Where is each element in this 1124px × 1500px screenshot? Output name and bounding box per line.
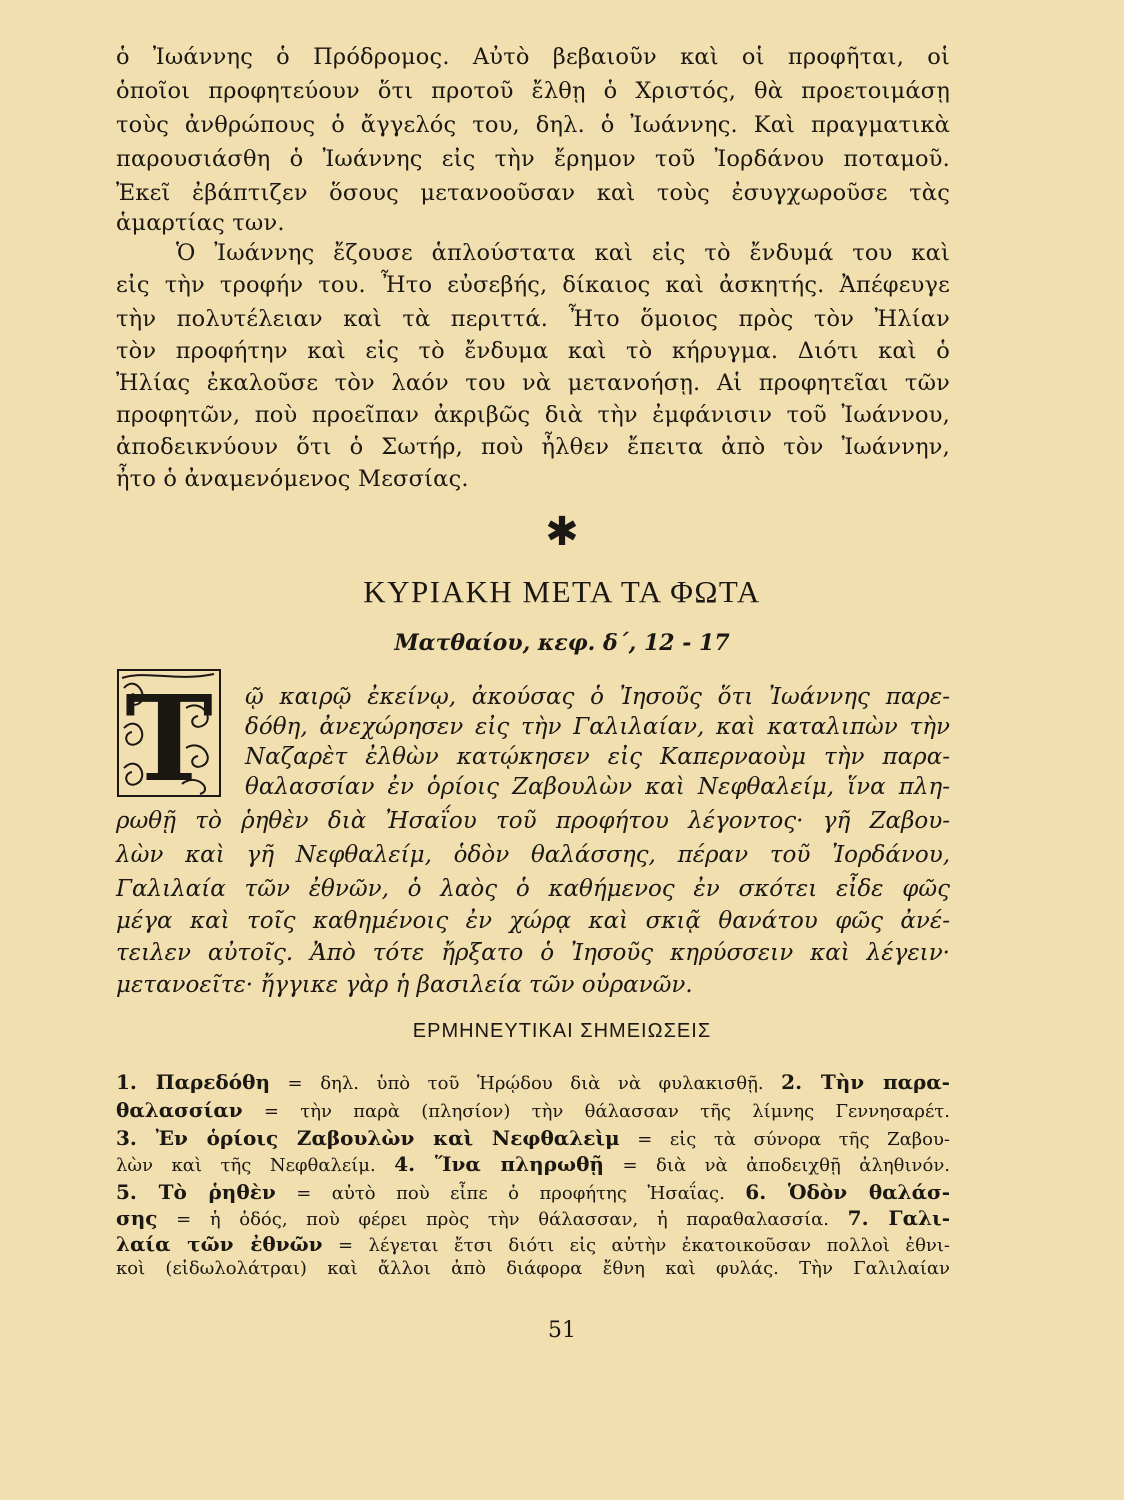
note-term: 3. Ἐν ὁρίοις Ζαβουλὼν καὶ Νεφθαλεὶμ xyxy=(116,1126,620,1150)
gospel-line: δόθη, ἀνεχώρησεν εἰς τὴν Γαλιλαίαν, καὶ καταλιπὼν τὴν xyxy=(245,714,950,740)
notes-heading: ΕΡΜΗΝΕΥΤΙΚΑΙ ΣΗΜΕΙΩΣΕΙΣ xyxy=(412,1020,712,1042)
intro-line: ὁποῖοι προφητεύουν ὅτι προτοῦ ἔλθῃ ὁ Χριστός, θὰ προετοιμάσῃ xyxy=(116,78,950,104)
asterisk-separator: ✱ xyxy=(545,509,579,555)
page-number: 51 xyxy=(548,1318,576,1343)
intro-line: τοὺς ἀνθρώπους ὁ ἄγγελός του, δηλ. ὁ Ἰωάννης. Καὶ πραγματικὰ xyxy=(116,112,950,138)
intro-line: Ἐκεῖ ἐβάπτιζεν ὅσους μετανοοῦσαν καὶ τοὺς ἐσυγχωροῦσε τὰς xyxy=(116,180,950,206)
note-term: σης xyxy=(116,1206,158,1230)
note-term: θαλασσίαν xyxy=(116,1098,243,1122)
note-text: λὼν καὶ τῆς Νεφθαλείμ. xyxy=(116,1155,395,1176)
note-text: = τὴν παρὰ (πλησίον) τὴν θάλασσαν τῆς λίμνης Γεννησαρέτ. xyxy=(242,1101,950,1122)
note-term: 1. Παρεδόθη xyxy=(116,1070,270,1094)
note-line xyxy=(116,1206,950,1230)
note-term: 4. Ἵνα πληρωθῇ xyxy=(394,1152,604,1176)
note-line xyxy=(116,1180,950,1204)
gospel-line: τειλεν αὐτοῖς. Ἀπὸ τότε ἤρξατο ὁ Ἰησοῦς κηρύσσειν καὶ λέγειν· xyxy=(116,940,950,966)
gospel-line: Ναζαρὲτ ἐλθὼν κατῴκησεν εἰς Καπερναοὺμ τὴν παρα- xyxy=(245,744,950,770)
intro-line: ὁ Ἰωάννης ὁ Πρόδρομος. Αὐτὸ βεβαιοῦν καὶ οἱ προφῆται, οἱ xyxy=(116,44,950,70)
intro-line: τὴν πολυτέλειαν καὶ τὰ περιττά. Ἦτο ὅμοιος πρὸς τὸν Ἠλίαν xyxy=(116,306,950,332)
gospel-line: Γαλιλαία τῶν ἐθνῶν, ὁ λαὸς ὁ καθήμενος ἐν σκότει εἶδε φῶς xyxy=(116,876,950,902)
intro-line: ἀποδεικνύουν ὅτι ὁ Σωτήρ, ποὺ ἦλθεν ἔπειτα ἀπὸ τὸν Ἰωάννην, xyxy=(116,434,950,460)
note-line xyxy=(116,1098,950,1122)
gospel-line: ῷ καιρῷ ἐκείνῳ, ἀκούσας ὁ Ἰησοῦς ὅτι Ἰωάννης παρε- xyxy=(245,684,950,710)
note-line xyxy=(116,1232,950,1256)
note-line xyxy=(116,1152,950,1176)
note-text: κοὶ (εἰδωλολάτραι) καὶ ἄλλοι ἀπὸ διάφορα ἔθνη καὶ φυλάς. Τὴν Γαλιλαίαν xyxy=(116,1258,950,1279)
gospel-line: μέγα καὶ τοῖς καθημένοις ἐν χώρᾳ καὶ σκιᾷ θανάτου φῶς ἀνέ- xyxy=(116,908,950,934)
note-term: 5. Τὸ ῥηθὲν xyxy=(116,1180,276,1204)
section-title: ΚΥΡΙΑΚΗ ΜΕΤΑ ΤΑ ΦΩΤΑ xyxy=(363,574,761,609)
intro-line: εἰς τὴν τροφήν του. Ἦτο εὐσεβής, δίκαιος καὶ ἀσκητής. Ἀπέφευγε xyxy=(116,272,950,298)
gospel-line: ρωθῇ τὸ ῥηθὲν διὰ Ἠσαΐου τοῦ προφήτου λέγοντος· γῆ Ζαβου- xyxy=(116,808,950,834)
note-text: = λέγεται ἔτσι διότι εἰς αὐτὴν ἐκατοικοῦσαν πολλοὶ ἐθνι- xyxy=(322,1235,950,1256)
note-text: = αὐτὸ ποὺ εἶπε ὁ προφήτης Ἠσαΐας. xyxy=(275,1183,746,1204)
note-text: = δηλ. ὑπὸ τοῦ Ἡρῴδου διὰ νὰ φυλακισθῇ. xyxy=(269,1073,782,1094)
note-term: 6. Ὁδὸν θαλάσ- xyxy=(745,1180,951,1204)
intro-line: ἁμαρτίας των. xyxy=(116,210,285,236)
intro-line: ἦτο ὁ ἀναμενόμενος Μεσσίας. xyxy=(116,466,469,492)
note-text: = εἰς τὰ σύνορα τῆς Ζαβου- xyxy=(619,1129,950,1150)
intro-line: Ὁ Ἰωάννης ἔζουσε ἁπλούστατα καὶ εἰς τὸ ἔνδυμά του καὶ xyxy=(176,240,950,266)
drop-cap-letter: Τ xyxy=(125,669,213,798)
intro-line: τὸν προφήτην καὶ εἰς τὸ ἔνδυμα καὶ τὸ κήρυγμα. Διότι καὶ ὁ xyxy=(116,338,950,364)
note-line xyxy=(116,1258,950,1279)
intro-line: Ἠλίας ἐκαλοῦσε τὸν λαόν του νὰ μετανοήσῃ. Αἱ προφητεῖαι τῶν xyxy=(116,370,950,396)
gospel-line: λὼν καὶ γῆ Νεφθαλείμ, ὁδὸν θαλάσσης, πέραν τοῦ Ἰορδάνου, xyxy=(116,842,950,868)
intro-line: παρουσιάσθη ὁ Ἰωάννης εἰς τὴν ἔρημον τοῦ Ἰορδάνου ποταμοῦ. xyxy=(116,146,950,172)
note-term: 2. Τὴν παρα- xyxy=(781,1070,950,1094)
scripture-reference: Ματθαίου, κεφ. δ΄, 12 - 17 xyxy=(394,630,730,656)
gospel-line: μετανοεῖτε· ἤγγικε γὰρ ἡ βασιλεία τῶν οὐρανῶν. xyxy=(116,972,693,998)
note-line xyxy=(116,1070,950,1094)
note-text: = διὰ νὰ ἀποδειχθῇ ἀληθινόν. xyxy=(603,1155,950,1176)
note-line xyxy=(116,1126,950,1150)
intro-line: προφητῶν, ποὺ προεῖπαν ἀκριβῶς διὰ τὴν ἐμφάνισιν τοῦ Ἰωάννου, xyxy=(116,402,950,428)
note-text: = ἡ ὁδός, ποὺ φέρει πρὸς τὴν θάλασσαν, ἡ παραθαλασσία. xyxy=(157,1209,848,1230)
note-term: 7. Γαλι- xyxy=(847,1206,951,1230)
ornamental-drop-cap xyxy=(116,668,222,798)
note-term: λαία τῶν ἐθνῶν xyxy=(116,1232,323,1256)
gospel-line: θαλασσίαν ἐν ὁρίοις Ζαβουλὼν καὶ Νεφθαλείμ, ἵνα πλη- xyxy=(245,774,950,800)
